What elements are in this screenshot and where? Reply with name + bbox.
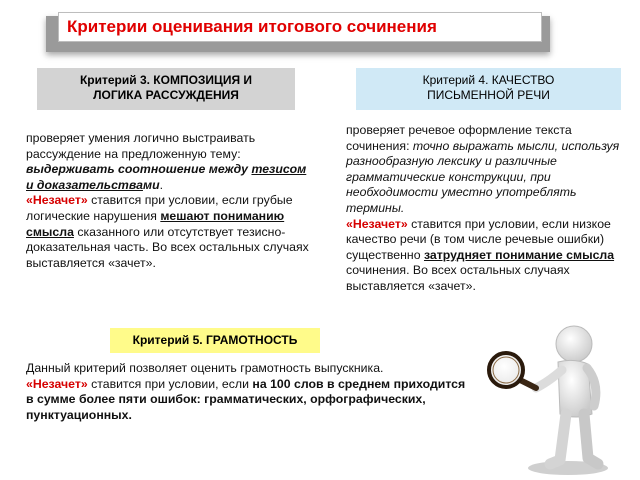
criterion-4-fail-text-b: сочинения. Во всех остальных случаях выставляется «зачет».: [346, 263, 570, 293]
criterion-5-heading: [110, 328, 320, 353]
criterion-3-text: [26, 131, 310, 271]
criterion-5-intro: Данный критерий позволяет оценить грамотность выпускника.: [26, 361, 384, 375]
criterion-4-heading-line2: ПИСЬМЕННОЙ РЕЧИ: [427, 88, 550, 102]
criterion-5-fail-text-b: на 100 слов в среднем приходится в сумме более пяти ошибок: грамматических, орфографических, пунктуационных.: [26, 376, 466, 422]
criterion-4-text: [346, 123, 632, 295]
criterion-3-emph: выдерживать соотношение между: [26, 162, 252, 177]
criterion-3-fail-label: «Незачет»: [26, 193, 88, 208]
criterion-3-prefix: Критерий 3.: [79, 73, 154, 87]
criterion-3-heading-line1: КОМПОЗИЦИЯ И: [153, 73, 253, 87]
page-title: Критерии оценивания итогового сочинения: [58, 12, 542, 42]
criterion-3-heading: [37, 68, 295, 110]
magnifying-glass-figure-icon: [470, 318, 620, 478]
criterion-3-fail-text-b: сказанного или отсутствует тезисно-доказательная часть. Во всех остальных случаях выставляется «зачет».: [26, 224, 309, 270]
criterion-3-intro: проверяет умения логично выстраивать рассуждение на предложенную тему:: [26, 131, 256, 161]
criterion-4-intro: проверяет речевое оформление текста сочинения:: [346, 123, 572, 153]
criterion-4-fail-label: «Незачет»: [346, 216, 408, 231]
criterion-4-italic: точно выражать мысли, используя разнообразную лексику и различные грамматические конструкции, при необходимости уместно употреблять термины.: [346, 138, 620, 215]
criterion-4-heading: [356, 68, 621, 110]
criterion-5-fail-text-a: ставится при условии, если: [87, 376, 253, 391]
criterion-5-fail-label: «Незачет»: [26, 376, 88, 391]
criterion-3-emph-end: ми: [142, 177, 160, 192]
criterion-3-fail-underlined: мешают пониманию смысла: [26, 208, 285, 239]
criterion-4-fail-underlined: затрудняет понимание смысла: [423, 247, 615, 262]
criterion-4-fail-text-a: ставится при условии, если низкое качество речи (в том числе речевые ошибки) существенно: [346, 216, 611, 262]
criterion-3-heading-line2: ЛОГИКА РАССУЖДЕНИЯ: [93, 88, 239, 102]
criterion-4-heading-line1: Критерий 4. КАЧЕСТВО: [422, 73, 555, 87]
criterion-3-fail-text-a: ставится при условии, если грубые логические нарушения: [26, 193, 293, 223]
criterion-5-text: [26, 361, 466, 423]
criterion-3-emph-underlined: тезисом и доказательства: [26, 162, 307, 192]
criterion-5-heading-label: Критерий 5. ГРАМОТНОСТЬ: [132, 333, 298, 347]
criterion-3-dot: .: [159, 177, 163, 192]
